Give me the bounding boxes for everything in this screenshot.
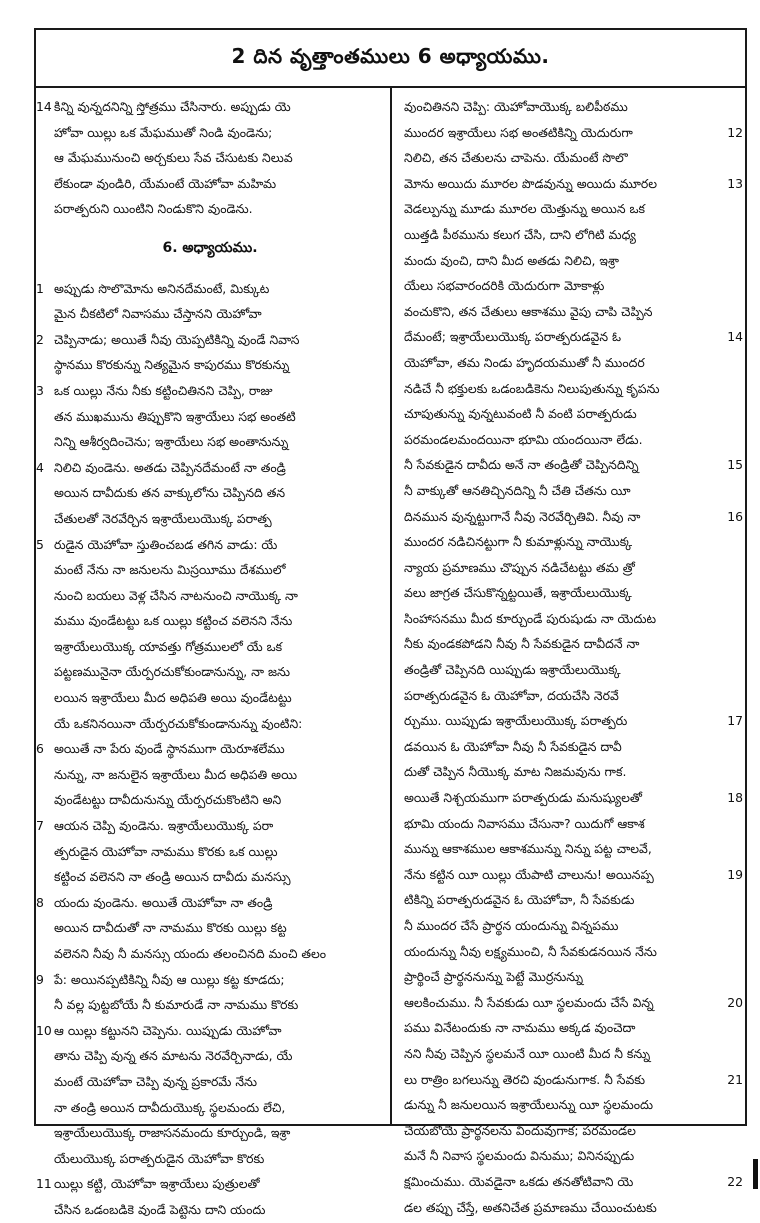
text-line	[36, 301, 390, 327]
verse-number: 13	[727, 175, 743, 191]
text-line	[36, 480, 390, 506]
verse-number: 10	[36, 1022, 52, 1038]
spacer	[36, 222, 390, 236]
text-line	[36, 890, 390, 916]
text-line	[392, 452, 745, 478]
text-line	[392, 427, 745, 453]
verse-number: 8	[36, 894, 44, 910]
text-line	[392, 145, 745, 171]
text-line	[392, 683, 745, 709]
verse-number: 19	[727, 866, 743, 882]
text-line	[36, 171, 390, 197]
line-text: మోను అయిదు మూరల పొడవున్ను అయిదు మూరల	[404, 175, 658, 191]
text-line	[392, 555, 745, 581]
text-line	[392, 273, 745, 299]
text-line	[392, 964, 745, 990]
right-column	[392, 88, 745, 1215]
text-line	[392, 1041, 745, 1067]
text-line	[392, 785, 745, 811]
text-line	[392, 913, 745, 939]
line-text: లేకుండా వుండిరి, యేమంటే యెహోవా మహిమ	[54, 175, 277, 191]
line-text: త్పరుడైన యెహోవా నామము కొరకు ఒక యిల్లు	[54, 843, 278, 859]
text-line	[36, 455, 390, 481]
line-text: నుంచి బయలు వెళ్ల చేసిన నాటనుంచి నాయొక్క నా	[54, 587, 298, 603]
text-line	[392, 94, 745, 120]
text-line	[392, 939, 745, 965]
text-line	[36, 762, 390, 788]
line-text: ర్చుము. యిప్పుడు ఇశ్రాయేలుయొక్క పరాత్పరు	[404, 713, 628, 729]
line-text: నేను కట్టిన యీ యిల్లు యేపాటి చాలును! అయినప్ప	[404, 866, 654, 882]
verse-number: 7	[36, 818, 44, 834]
verse-number: 14	[36, 99, 52, 114]
line-text: దేమంటే; ఇశ్రాయేలుయొక్క పరాత్పరుడవైన ఓ	[404, 329, 622, 345]
line-text: యిత్తడి పీఠమును కలుగ చేసి, దాని లోగిటి మధ్య	[404, 226, 636, 242]
line-text: వుండేటట్టు దావీదునున్ను యేర్పరచుకొంటిని అని	[54, 792, 282, 808]
text-line	[36, 196, 390, 222]
text-line	[36, 659, 390, 685]
text-line	[36, 583, 390, 609]
line-text: అయిన దావీదుకు తన వాక్కులోను చెప్పినది తన	[54, 485, 286, 501]
text-line	[392, 248, 745, 274]
line-text: నీ వల్ల పుట్టబోయే నీ కుమారుడే నా నామము కొరకు	[54, 997, 299, 1013]
text-line	[392, 811, 745, 837]
line-text: ముందర ఇశ్రాయేలు సభ అంతటికిన్ని యెదురుగా	[404, 124, 633, 140]
text-line	[36, 839, 390, 865]
line-text: మైన చీకటిలో నివాసము చేస్తానని యెహోవా	[54, 306, 262, 322]
text-line	[392, 1067, 745, 1093]
line-text: పే: అయినప్పటికిన్ని నీవు ఆ యిల్లు కట్ట కూడదు;	[54, 971, 285, 987]
text-line	[36, 1120, 390, 1146]
line-text: యెహోవా, తమ నిండు హృదయముతో నీ ముందర	[404, 354, 645, 370]
text-line	[392, 990, 745, 1016]
text-line	[36, 608, 390, 634]
line-text: దినమున వున్నట్టుగానే నీవు నెరవేర్చితివి. నీవు నా	[404, 508, 641, 524]
line-text: మము వుండేటట్టు ఒక యిల్లు కట్టించ వలెనని నేను	[54, 613, 293, 629]
line-text: ఒక యిల్లు నేను నీకు కట్టించితినని చెప్పి, రాజు	[54, 382, 273, 398]
line-text: తాను చెప్పి వున్న తన మాటను నెరవేర్చినాడు, యే	[54, 1048, 293, 1064]
text-line	[36, 327, 390, 353]
text-line	[392, 862, 745, 888]
verse-number: 6	[36, 741, 44, 757]
verse-number: 12	[727, 124, 743, 140]
line-text: సింహాసనము మీద కూర్చుండే పురుషుడు నా యెదుట	[404, 610, 657, 626]
verse-number: 17	[727, 713, 743, 729]
text-line	[36, 352, 390, 378]
left-column-lines	[36, 94, 390, 1223]
line-text: యిల్లు కట్టి, యెహోవా ఇశ్రాయేలు పుత్రులతో	[54, 1176, 260, 1192]
verse-number: 22	[727, 1173, 743, 1189]
text-line	[36, 94, 390, 120]
page-edge-mark	[753, 1159, 758, 1189]
line-text: అయిన దావీదుతో నా నామము కొరకు యిల్లు కట్ట	[54, 920, 287, 936]
verse-number: 9	[36, 971, 44, 987]
line-text: స్థానము కొరకున్ను నిత్యమైన కాపురము కొరకున్ను	[54, 357, 290, 373]
text-line	[36, 506, 390, 532]
line-text: మున్ను ఆకాశముల ఆకాశమున్ను నిన్ను పట్ట చాలవే,	[404, 841, 652, 857]
text-line	[36, 1043, 390, 1069]
line-text: నా తండ్రి అయిన దావీదుయొక్క స్థలమందు లేచి,	[54, 1099, 286, 1115]
text-line	[36, 429, 390, 455]
text-line	[36, 378, 390, 404]
verse-number: 3	[36, 382, 44, 398]
line-text: ప్రార్థించే ప్రార్థననున్ను పెట్టే మొర్రనున్ను	[404, 969, 584, 985]
line-text: లు రాత్రిం బగలున్ను తెరచి వుండునుగాక. నీ సేవకు	[404, 1071, 646, 1087]
line-text: వలెనని నీవు నీ మనస్సు యందు తలంచినది మంచి తలం	[54, 946, 327, 961]
line-text: వలు జాగ్రత చేసుకొన్నట్టయితే, ఇశ్రాయేలుయొక్క	[404, 585, 632, 601]
line-text: క్షమించుము. యెవడైనా ఒకడు తనతోటివాని యె	[404, 1173, 634, 1189]
text-line	[36, 120, 390, 146]
text-line	[36, 736, 390, 762]
line-text: టికిన్ని పరాత్పరుడవైన ఓ యెహోవా, నీ సేవకుడు	[404, 892, 635, 908]
page-title: 2 దిన వృత్తాంతములు 6 అధ్యాయము.	[231, 43, 550, 68]
text-line	[392, 759, 745, 785]
text-line	[36, 941, 390, 967]
text-line	[392, 504, 745, 530]
text-line	[392, 196, 745, 222]
text-line	[36, 992, 390, 1018]
line-text: ఇశ్రాయేలుయొక్క రాజాసనమందు కూర్చుండి, ఇశ్రా	[54, 1125, 291, 1141]
verse-number: 15	[727, 457, 743, 473]
text-line	[36, 1018, 390, 1044]
text-line	[392, 1169, 745, 1195]
text-line	[392, 580, 745, 606]
line-text: యే ఒకనినయినా యేర్పరచుకోకుండానున్ను వుంటిని:	[54, 715, 303, 731]
line-text: డవయిన ఓ యెహోవా నీవు నీ సేవకుడైన దావీ	[404, 738, 622, 754]
line-text: హోవా యిల్లు ఒక మేఘముతో నిండి వుండెను;	[54, 124, 273, 140]
line-text: నిలిచి, తన చేతులను చాపెను. యేమంటే సొలొ	[404, 150, 628, 166]
line-text: నున్ను, నా జనులైన ఇశ్రాయేలు మీద అధిపతి అయి	[54, 766, 298, 782]
text-line	[36, 557, 390, 583]
line-text: దుతో చెప్పిన నీయొక్క మాట నిజమవును గాక.	[404, 764, 627, 780]
text-line	[392, 171, 745, 197]
verse-number: 20	[727, 994, 743, 1010]
line-text: మంటే నేను నా జనులను మిస్రయీము దేశములో	[54, 562, 286, 578]
line-text: న్యాయ ప్రమాణము చొప్పున నడిచేటట్టు తమ త్రో	[404, 559, 635, 575]
left-column	[36, 88, 392, 1217]
line-text: లయిన ఇశ్రాయేలు మీద అధిపతి అయి వుండేటట్టు	[54, 690, 292, 706]
line-text: అయితే నా పేరు వుండే స్థానముగా యెరూశలేము	[54, 741, 285, 757]
line-text: పము వినేటందుకు నా నామము అక్కడ వుంచెదా	[404, 1020, 636, 1036]
page-header	[36, 30, 745, 88]
text-line	[36, 711, 390, 737]
line-text: పట్టణమునైనా యేర్పరచుకోకుండానున్ను, నా జను	[54, 664, 290, 680]
line-text: ఆలకించుము. నీ సేవకుడు యీ స్థలమందు చేసే విన్న	[404, 994, 654, 1010]
line-text: నీ వాక్కుతో ఆనతిచ్చినదిన్ని నీ చేతి చేతను యీ	[404, 482, 631, 498]
line-text: యందున్ను నీవు లక్ష్యముంచి, నీ సేవకుడనయిన నేను	[404, 943, 657, 959]
line-text: మనే నీ నివాస స్థలమందు వినుము; వినినప్పుడు	[404, 1148, 635, 1164]
line-text: చేతులతో నెరవేర్చిన ఇశ్రాయేలుయొక్క పరాత్ప	[54, 510, 272, 526]
line-text: చేసిన ఒడంబడికె వుండే పెట్టెను దాని యందు	[54, 1201, 266, 1217]
line-text: భూమి యందు నివాసము చేసునా? యిదుగో ఆకాశ	[404, 815, 645, 831]
text-line	[36, 404, 390, 430]
verse-number: 18	[727, 790, 743, 806]
text-line	[36, 915, 390, 941]
verse-number: 16	[727, 508, 743, 524]
line-text: మంటే యెహోవా చెప్పి వున్న ప్రకారమే నేను	[54, 1073, 258, 1089]
text-line	[36, 532, 390, 558]
line-text: తన ముఖమును తిప్పుకొని ఇశ్రాయేలు సభ అంతటి	[54, 408, 296, 424]
text-line	[36, 1146, 390, 1172]
text-line	[392, 120, 745, 146]
text-line	[392, 1195, 745, 1221]
line-text: మందు వుంచి, దాని మీద అతడు నిలిచి, ఇశ్రా	[404, 252, 619, 268]
text-line	[36, 634, 390, 660]
line-text: డల తప్పు చేస్తే, అతనిచేత ప్రమాణము చేయించుటకు	[404, 1199, 657, 1215]
text-line	[36, 1069, 390, 1095]
text-line	[36, 813, 390, 839]
text-line	[36, 967, 390, 993]
line-text: వుంచితినని చెప్పి: యెహోవాయొక్క బలిపీఠము	[404, 99, 628, 114]
line-text: నిలిచి వుండెను. అతడు చెప్పినదేమంటే నా తండ్రి	[54, 459, 286, 475]
line-text: పరాత్పరుని యింటిని నిండుకొని వుండెను.	[54, 201, 253, 217]
line-text: నీ సేవకుడైన దావీదు అనే నా తండ్రితో చెప్పినదిన్ని	[404, 457, 639, 473]
chapter-heading: 6. అధ్యాయము.	[162, 239, 258, 256]
line-text: వెడల్పున్ను మూడు మూరల యెత్తున్ను అయిన ఒక	[404, 201, 645, 217]
line-text: అప్పుడు సొలొమోను అనినదేమంటే, మిక్కుట	[54, 280, 270, 296]
verse-number: 11	[36, 1176, 52, 1192]
line-text: కిన్ని వున్నదనిన్ని స్తోత్రము చేసినారు. అప్పుడు యె	[54, 99, 291, 114]
verse-number: 1	[36, 280, 44, 296]
line-text: వంచుకొని, తన చేతులు ఆకాశము వైపు చాపి చెప్పిన	[404, 303, 653, 319]
line-text: యేలుయొక్క పరాత్పరుడైన యెహోవా కొరకు	[54, 1150, 265, 1166]
line-text: రుడైన యెహోవా స్తుతించబడ తగిన వాడు: యే	[54, 536, 278, 552]
text-line	[392, 1143, 745, 1169]
text-line	[392, 324, 745, 350]
text-line	[392, 529, 745, 555]
text-line	[392, 631, 745, 657]
line-text: నడిచే నీ భక్తులకు ఒడంబడికెను నిలుపుతున్ను కృపను	[404, 380, 660, 396]
text-line	[36, 1095, 390, 1121]
text-line	[392, 1118, 745, 1144]
line-text: చూపుతున్ను వున్నటువంటి నీ వంటి పరాత్పరుడు	[404, 406, 637, 422]
text-line	[392, 401, 745, 427]
text-line	[36, 864, 390, 890]
line-text: ముందర నడిచినట్టుగా నీ కుమాళ్లున్ను నాయొక్క	[404, 534, 633, 550]
text-line	[36, 276, 390, 302]
text-line	[36, 787, 390, 813]
verse-number: 2	[36, 331, 44, 347]
line-text: నని నీవు చెప్పిన స్థలమనే యీ యింటి మీద నీ కన్ను	[404, 1045, 651, 1061]
line-text: నీ ముందర చేసే ప్రార్థన యందున్ను విన్నపము	[404, 918, 619, 933]
text-line	[392, 657, 745, 683]
line-text: చెప్పినాడు; అయితే నీవు యెప్పటికిన్ని వుండే నివాస	[54, 331, 300, 347]
text-line	[392, 734, 745, 760]
line-text: నీకు వుండకపోడని నీవు నీ సేవకుడైన దావీదనే నా	[404, 636, 640, 652]
text-line	[392, 606, 745, 632]
line-text: పరాత్పరుడవైన ఓ యెహోవా, దయచేసి నెరవే	[404, 687, 619, 703]
line-text: తండ్రితో చెప్పినది యిప్పుడు ఇశ్రాయేలుయొక్క	[404, 662, 621, 678]
verse-number: 5	[36, 536, 44, 552]
text-line	[392, 1092, 745, 1118]
text-line	[392, 708, 745, 734]
text-line	[36, 145, 390, 171]
verse-number: 14	[727, 329, 743, 345]
verse-number: 21	[727, 1071, 743, 1087]
text-line	[392, 299, 745, 325]
line-text: కట్టించ వలెనని నా తండ్రి అయిన దావీదు మనస్సు	[54, 869, 291, 885]
line-text: యందు వుండెను. అయితే యెహోవా నా తండ్రి	[54, 894, 273, 910]
line-text: చేయబోయే ప్రార్థనలను విందువుగాక; పరమండల	[404, 1122, 636, 1138]
line-text: యేలు సభవారందరికి యెదురుగా మోకాళ్లు	[404, 278, 605, 294]
page-frame	[34, 28, 747, 1217]
text-line	[392, 222, 745, 248]
text-line	[392, 376, 745, 402]
line-text: పరమండలమందయినా భూమి యందయినా లేడు.	[404, 431, 643, 447]
right-column-lines	[392, 94, 745, 1220]
text-line	[36, 1197, 390, 1223]
text-line	[392, 1015, 745, 1041]
line-text: డున్ను నీ జనులయిన ఇశ్రాయేలున్ను యీ స్థలమందు	[404, 1097, 654, 1113]
text-line	[392, 836, 745, 862]
text-line	[36, 685, 390, 711]
text-line	[392, 478, 745, 504]
line-text: ఆ మేఘమునుంచి అర్చకులు సేవ చేసుటకు నిలువ	[54, 150, 293, 166]
text-line	[392, 350, 745, 376]
line-text: అయితే నిశ్చయముగా పరాత్పరుడు మనుష్యులతో	[404, 790, 643, 806]
spacer	[36, 262, 390, 276]
line-text: ఇశ్రాయేలుయొక్క యావత్తు గోత్రములలో యే ఒక	[54, 638, 283, 654]
text-line	[392, 887, 745, 913]
text-line	[36, 1171, 390, 1197]
line-text: ఆయన చెప్పి వుండెను. ఇశ్రాయేలుయొక్క పరా	[54, 818, 274, 834]
verse-number: 4	[36, 459, 44, 475]
line-text: ఆ యిల్లు కట్టునని చెప్పెను. యిప్పుడు యెహోవా	[54, 1022, 282, 1038]
line-text: నిన్ని ఆశీర్వదించెను; ఇశ్రాయేలు సభ అంతానున్ను	[54, 434, 289, 450]
